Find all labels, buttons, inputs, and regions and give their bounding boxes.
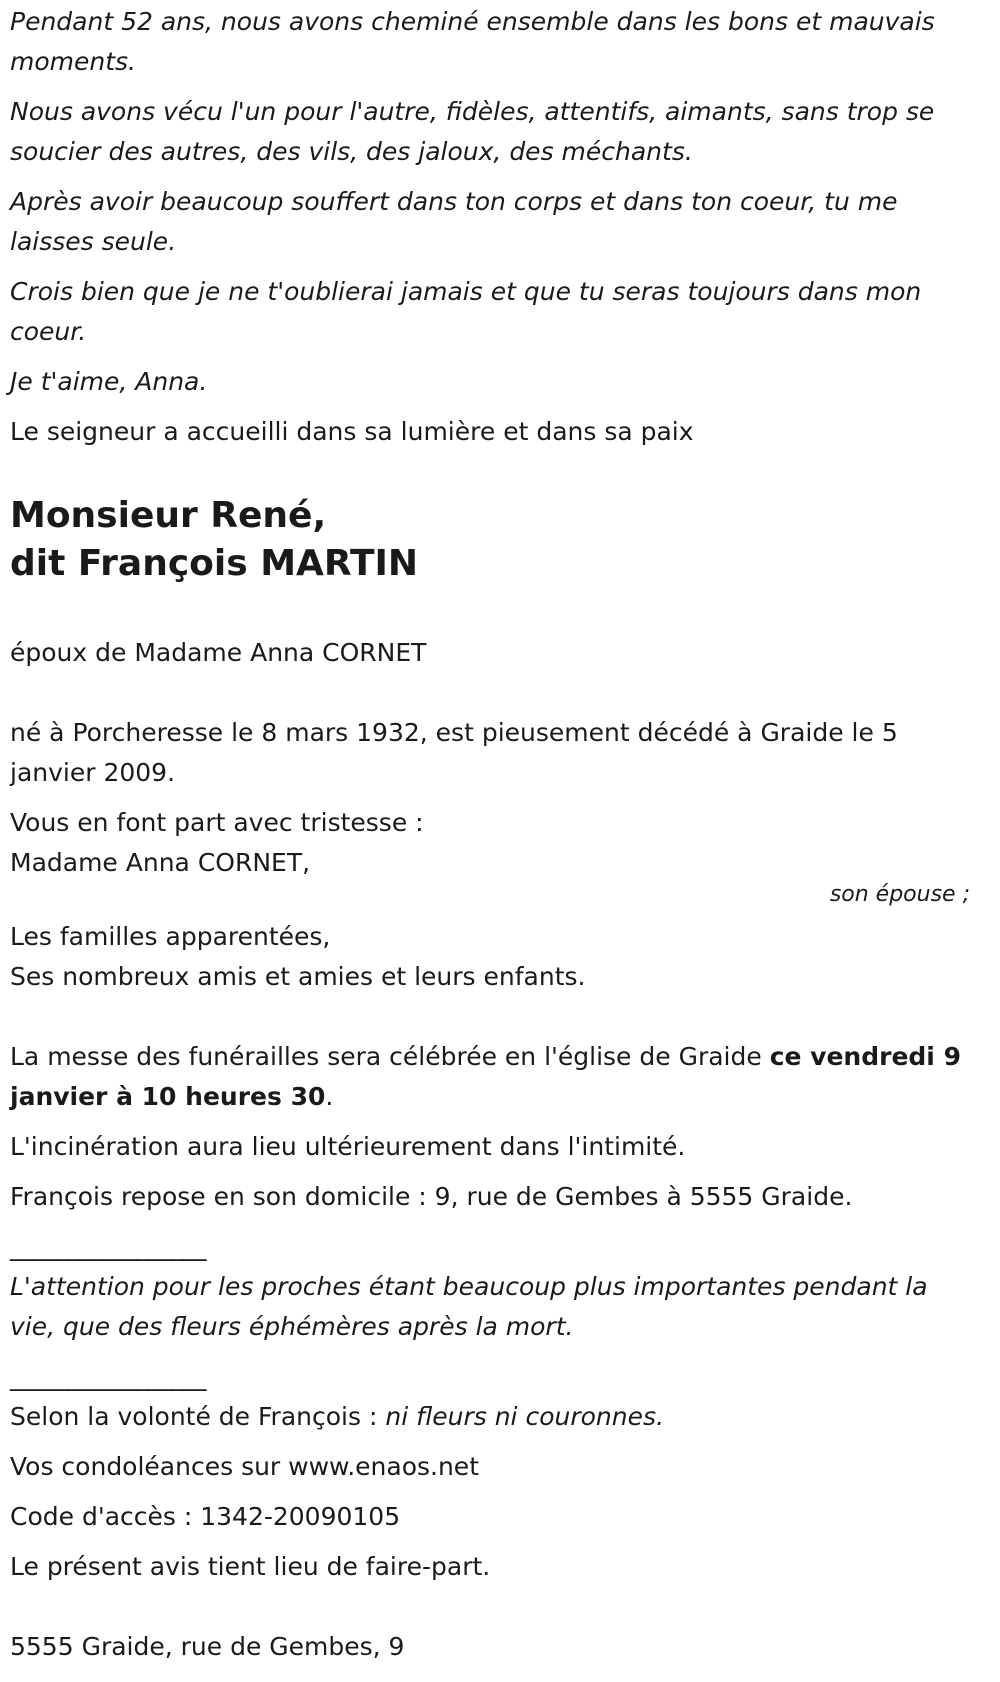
poem-line: Pendant 52 ans, nous avons cheminé ensemble dans les bons et mauvais moments. (10, 7, 935, 76)
spouse-of: époux de Madame Anna CORNET (10, 638, 427, 667)
notice: Le présent avis tient lieu de faire-part. (10, 1552, 491, 1581)
friends: Ses nombreux amis et amies et leurs enfants. (10, 962, 586, 991)
rest-info: François repose en son domicile : 9, rue de Gembes à 5555 Graide. (10, 1182, 853, 1211)
poem-line: Crois bien que je ne t'oublierai jamais et que tu seras toujours dans mon coeur. (10, 277, 922, 346)
condolences: Vos condoléances sur www.enaos.net (10, 1452, 479, 1481)
wish (10, 1397, 970, 1437)
mass-date: ce vendredi 9 janvier à 10 heures 30 (10, 1042, 961, 1111)
access-code: Code d'accès : 1342-20090105 (10, 1502, 401, 1531)
poem-line: Nous avons vécu l'un pour l'autre, fidèles, attentifs, aimants, sans trop se soucier des autres, des vils, des jaloux, des méchants. (10, 97, 935, 166)
spouse-name: Madame Anna CORNET, (10, 848, 311, 877)
deceased-name (10, 492, 970, 588)
mass-text: La messe des funérailles sera célébrée en l'église de Graide (10, 1042, 770, 1071)
poem-line: Je t'aime, Anna. (10, 367, 208, 396)
mass-end: . (325, 1082, 334, 1111)
name-line-1: Monsieur René, (10, 495, 327, 536)
mass-info (10, 1037, 970, 1117)
address: 5555 Graide, rue de Gembes, 9 (10, 1632, 405, 1661)
spouse-role: son épouse ; (829, 882, 970, 907)
poem-line: Après avoir beaucoup souffert dans ton corps et dans ton coeur, tu me laisses seule. (10, 187, 898, 256)
wish-text: Selon la volonté de François : (10, 1402, 386, 1431)
cremation-info: L'incinération aura lieu ultérieurement dans l'intimité. (10, 1132, 686, 1161)
announce-intro: Vous en font part avec tristesse : (10, 808, 424, 837)
name-line-2: dit François MARTIN (10, 543, 419, 584)
birth-death: né à Porcheresse le 8 mars 1932, est pieusement décédé à Graide le 5 janvier 2009. (10, 718, 898, 787)
wish-italic: ni fleurs ni couronnes. (385, 1402, 664, 1431)
intro-text: Le seigneur a accueilli dans sa lumière et dans sa paix (10, 417, 694, 446)
separator: _________________ (10, 1232, 206, 1261)
poem (10, 2, 970, 402)
separator: _________________ (10, 1362, 206, 1391)
attention-text: L'attention pour les proches étant beaucoup plus importantes pendant la vie, que des fleurs éphémères après la mort. (10, 1272, 928, 1341)
families: Les familles apparentées, (10, 922, 331, 951)
